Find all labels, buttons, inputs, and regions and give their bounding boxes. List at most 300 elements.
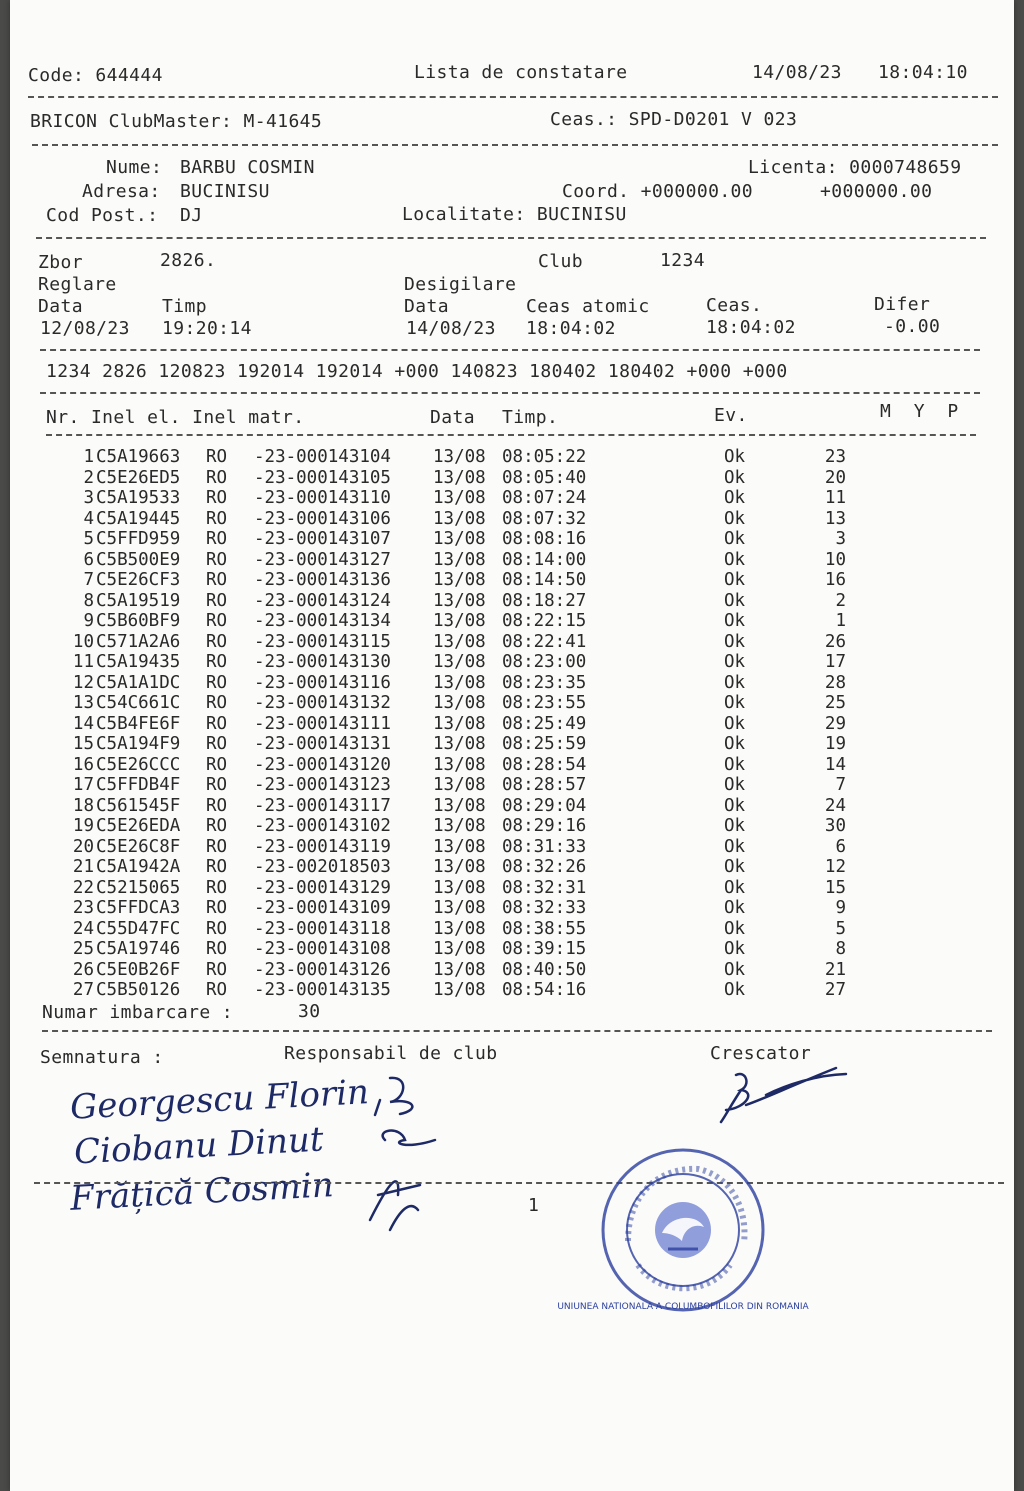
position: 2 bbox=[835, 590, 846, 611]
row-number: 10 bbox=[72, 631, 94, 652]
row-number: 4 bbox=[83, 508, 94, 529]
country-code: RO bbox=[206, 795, 228, 816]
table-row bbox=[10, 898, 1014, 919]
country-code: RO bbox=[206, 713, 228, 734]
position: 20 bbox=[824, 467, 846, 488]
country-code: RO bbox=[206, 836, 228, 857]
club-stamp-icon bbox=[557, 1145, 809, 1315]
table-row bbox=[10, 632, 1014, 653]
arrival-time: 08:23:35 bbox=[502, 672, 587, 693]
row-number: 16 bbox=[72, 754, 94, 775]
row-number: 6 bbox=[83, 549, 94, 570]
breeder-signature bbox=[706, 1060, 856, 1130]
locality: Localitate: BUCINISU bbox=[402, 204, 627, 225]
arrival-date: 13/08 bbox=[433, 672, 486, 693]
arrival-date: 13/08 bbox=[433, 549, 486, 570]
position: 29 bbox=[824, 713, 846, 734]
arrival-date: 13/08 bbox=[433, 795, 486, 816]
table-row bbox=[10, 919, 1014, 940]
arrival-date: 13/08 bbox=[433, 816, 486, 836]
arrival-date: 13/08 bbox=[433, 529, 486, 549]
event-status: Ok bbox=[724, 672, 746, 693]
registration-number: -23-000143120 bbox=[254, 754, 391, 775]
registration-number: -23-000143111 bbox=[254, 713, 391, 734]
page-number: 1 bbox=[528, 1195, 540, 1216]
clock-time-label: Ceas. bbox=[706, 295, 763, 316]
row-number: 14 bbox=[72, 713, 94, 734]
registration-number: -23-000143110 bbox=[254, 488, 391, 508]
table-row bbox=[10, 673, 1014, 694]
position: 9 bbox=[835, 898, 846, 918]
country-code: RO bbox=[206, 570, 228, 590]
event-status: Ok bbox=[724, 529, 746, 549]
ring-code: C54C661C bbox=[96, 693, 181, 713]
handwritten-name-2: Ciobanu Dinut bbox=[73, 1119, 325, 1173]
row-number: 8 bbox=[83, 590, 94, 611]
row-number: 25 bbox=[72, 939, 94, 959]
event-status: Ok bbox=[724, 754, 746, 775]
ring-code: C5B500E9 bbox=[96, 549, 181, 570]
event-status: Ok bbox=[724, 693, 746, 713]
registration-number: -23-000143105 bbox=[254, 467, 391, 488]
arrival-date: 13/08 bbox=[433, 836, 486, 857]
arrival-time: 08:25:59 bbox=[502, 734, 587, 754]
event-status: Ok bbox=[724, 467, 746, 488]
arrival-date: 13/08 bbox=[433, 590, 486, 611]
arrival-date: 13/08 bbox=[433, 734, 486, 754]
results-table bbox=[10, 447, 1014, 1001]
code-label: Code: 644444 bbox=[28, 65, 163, 86]
table-row bbox=[10, 878, 1014, 899]
arrival-time: 08:14:00 bbox=[502, 549, 587, 570]
registration-number: -23-000143129 bbox=[254, 877, 391, 898]
row-number: 1 bbox=[83, 447, 94, 467]
ring-code: C5E0B26F bbox=[96, 959, 181, 980]
divider bbox=[34, 1182, 1004, 1184]
position: 27 bbox=[824, 980, 846, 1000]
breeder-label: Crescator bbox=[710, 1043, 812, 1064]
ring-code: C5E26C8F bbox=[96, 836, 181, 857]
arrival-time: 08:07:32 bbox=[502, 508, 587, 529]
row-number: 3 bbox=[83, 488, 94, 508]
boarding-count: 30 bbox=[298, 1001, 321, 1022]
country-code: RO bbox=[206, 754, 228, 775]
table-row bbox=[10, 488, 1014, 509]
club-label: Club bbox=[538, 251, 583, 272]
row-number: 24 bbox=[72, 918, 94, 939]
table-row bbox=[10, 468, 1014, 489]
event-status: Ok bbox=[724, 836, 746, 857]
ring-code: C5A19519 bbox=[96, 590, 181, 611]
atomic-clock-label: Ceas atomic bbox=[526, 296, 650, 317]
arrival-time: 08:08:16 bbox=[502, 529, 587, 549]
event-status: Ok bbox=[724, 857, 746, 877]
col-header-nr-ring: Nr. Inel el. Inel matr. bbox=[46, 407, 305, 428]
unsealing-date: 14/08/23 bbox=[406, 318, 496, 339]
postal-code: DJ bbox=[180, 205, 203, 226]
ring-code: C5B4FE6F bbox=[96, 713, 181, 734]
registration-number: -23-000143136 bbox=[254, 570, 391, 590]
divider bbox=[36, 237, 986, 239]
position: 23 bbox=[824, 447, 846, 467]
country-code: RO bbox=[206, 959, 228, 980]
registration-number: -23-000143109 bbox=[254, 898, 391, 918]
unsealing-date-label: Data bbox=[404, 296, 449, 317]
event-status: Ok bbox=[724, 447, 746, 467]
country-code: RO bbox=[206, 488, 228, 508]
report-date: 14/08/23 bbox=[752, 62, 842, 83]
club-signatures bbox=[360, 1070, 450, 1240]
arrival-date: 13/08 bbox=[433, 980, 486, 1000]
position: 12 bbox=[824, 857, 846, 877]
country-code: RO bbox=[206, 898, 228, 918]
device-label: BRICON ClubMaster: M-41645 bbox=[30, 111, 323, 132]
row-number: 11 bbox=[72, 652, 94, 672]
ring-code: C5E26ED5 bbox=[96, 467, 181, 488]
owner-address: BUCINISU bbox=[180, 181, 270, 202]
table-row bbox=[10, 857, 1014, 878]
row-number: 5 bbox=[83, 529, 94, 549]
position: 24 bbox=[824, 795, 846, 816]
event-status: Ok bbox=[724, 959, 746, 980]
arrival-time: 08:32:33 bbox=[502, 898, 587, 918]
event-status: Ok bbox=[724, 631, 746, 652]
arrival-time: 08:23:00 bbox=[502, 652, 587, 672]
registration-number: -23-000143102 bbox=[254, 816, 391, 836]
country-code: RO bbox=[206, 467, 228, 488]
table-row bbox=[10, 816, 1014, 837]
row-number: 12 bbox=[72, 672, 94, 693]
country-code: RO bbox=[206, 734, 228, 754]
ring-code: C5A19445 bbox=[96, 508, 181, 529]
col-header-myp: M Y P bbox=[880, 401, 959, 422]
table-row bbox=[10, 570, 1014, 591]
arrival-time: 08:05:22 bbox=[502, 447, 587, 467]
divider bbox=[40, 392, 980, 394]
country-code: RO bbox=[206, 508, 228, 529]
row-number: 9 bbox=[83, 611, 94, 631]
event-status: Ok bbox=[724, 652, 746, 672]
country-code: RO bbox=[206, 857, 228, 877]
country-code: RO bbox=[206, 775, 228, 795]
country-code: RO bbox=[206, 652, 228, 672]
arrival-time: 08:40:50 bbox=[502, 959, 587, 980]
country-code: RO bbox=[206, 611, 228, 631]
divider bbox=[40, 349, 980, 351]
arrival-date: 13/08 bbox=[433, 488, 486, 508]
table-row bbox=[10, 775, 1014, 796]
table-row bbox=[10, 796, 1014, 817]
arrival-time: 08:25:49 bbox=[502, 713, 587, 734]
arrival-date: 13/08 bbox=[433, 775, 486, 795]
arrival-date: 13/08 bbox=[433, 611, 486, 631]
divider bbox=[28, 96, 998, 98]
handwritten-name-1: Georgescu Florin bbox=[69, 1072, 370, 1128]
arrival-date: 13/08 bbox=[433, 754, 486, 775]
handwritten-name-3: Frățică Cosmin bbox=[69, 1165, 335, 1219]
registration-number: -23-000143116 bbox=[254, 672, 391, 693]
position: 30 bbox=[824, 816, 846, 836]
flight-number: 2826. bbox=[160, 250, 217, 271]
position: 26 bbox=[824, 631, 846, 652]
country-code: RO bbox=[206, 980, 228, 1000]
arrival-date: 13/08 bbox=[433, 447, 486, 467]
registration-number: -23-000143123 bbox=[254, 775, 391, 795]
table-row bbox=[10, 693, 1014, 714]
position: 6 bbox=[835, 836, 846, 857]
arrival-date: 13/08 bbox=[433, 877, 486, 898]
row-number: 19 bbox=[72, 816, 94, 836]
registration-number: -23-000143132 bbox=[254, 693, 391, 713]
position: 21 bbox=[824, 959, 846, 980]
row-number: 26 bbox=[72, 959, 94, 980]
registration-number: -23-000143124 bbox=[254, 590, 391, 611]
event-status: Ok bbox=[724, 980, 746, 1000]
event-status: Ok bbox=[724, 611, 746, 631]
event-status: Ok bbox=[724, 488, 746, 508]
event-status: Ok bbox=[724, 939, 746, 959]
position: 25 bbox=[824, 693, 846, 713]
position: 11 bbox=[824, 488, 846, 508]
arrival-time: 08:14:50 bbox=[502, 570, 587, 590]
country-code: RO bbox=[206, 529, 228, 549]
arrival-time: 08:18:27 bbox=[502, 590, 587, 611]
address-label: Adresa: bbox=[82, 181, 161, 202]
event-status: Ok bbox=[724, 590, 746, 611]
setting-date: 12/08/23 bbox=[40, 318, 130, 339]
arrival-date: 13/08 bbox=[433, 652, 486, 672]
event-status: Ok bbox=[724, 795, 746, 816]
col-header-date: Data bbox=[430, 407, 475, 428]
position: 17 bbox=[824, 652, 846, 672]
table-row bbox=[10, 509, 1014, 530]
report-time: 18:04:10 bbox=[878, 62, 968, 83]
registration-number: -23-000143118 bbox=[254, 918, 391, 939]
ring-code: C5215065 bbox=[96, 877, 181, 898]
arrival-date: 13/08 bbox=[433, 939, 486, 959]
ring-code: C5A1A1DC bbox=[96, 672, 181, 693]
position: 16 bbox=[824, 570, 846, 590]
arrival-time: 08:28:57 bbox=[502, 775, 587, 795]
arrival-date: 13/08 bbox=[433, 713, 486, 734]
country-code: RO bbox=[206, 939, 228, 959]
ring-code: C5FFDB4F bbox=[96, 775, 181, 795]
arrival-date: 13/08 bbox=[433, 857, 486, 877]
registration-number: -23-000143126 bbox=[254, 959, 391, 980]
country-code: RO bbox=[206, 590, 228, 611]
difference-label: Difer bbox=[874, 294, 931, 315]
arrival-date: 13/08 bbox=[433, 918, 486, 939]
ring-code: C5A19435 bbox=[96, 652, 181, 672]
event-status: Ok bbox=[724, 734, 746, 754]
table-row bbox=[10, 980, 1014, 1001]
table-row bbox=[10, 960, 1014, 981]
position: 19 bbox=[824, 734, 846, 754]
report-title: Lista de constatare bbox=[414, 62, 628, 83]
table-row bbox=[10, 939, 1014, 960]
arrival-date: 13/08 bbox=[433, 898, 486, 918]
event-status: Ok bbox=[724, 816, 746, 836]
country-code: RO bbox=[206, 918, 228, 939]
arrival-time: 08:32:26 bbox=[502, 857, 587, 877]
row-number: 2 bbox=[83, 467, 94, 488]
table-row bbox=[10, 591, 1014, 612]
event-status: Ok bbox=[724, 898, 746, 918]
postal-label: Cod Post.: bbox=[46, 205, 159, 226]
flight-label: Zbor bbox=[38, 252, 83, 273]
arrival-time: 08:07:24 bbox=[502, 488, 587, 508]
arrival-time: 08:28:54 bbox=[502, 754, 587, 775]
signature-label: Semnatura : bbox=[40, 1047, 164, 1068]
arrival-time: 08:32:31 bbox=[502, 877, 587, 898]
event-status: Ok bbox=[724, 877, 746, 898]
arrival-time: 08:29:16 bbox=[502, 816, 587, 836]
position: 1 bbox=[835, 611, 846, 631]
setting-time: 19:20:14 bbox=[162, 318, 252, 339]
row-number: 13 bbox=[72, 693, 94, 713]
registration-number: -23-000143106 bbox=[254, 508, 391, 529]
setting-date-label: Data bbox=[38, 296, 83, 317]
event-status: Ok bbox=[724, 775, 746, 795]
position: 7 bbox=[835, 775, 846, 795]
stamp-caption: UNIUNEA NATIONALA A COLUMBOFILILOR DIN ROMANIA bbox=[557, 1302, 809, 1312]
country-code: RO bbox=[206, 672, 228, 693]
ring-code: C5A1942A bbox=[96, 857, 181, 877]
position: 14 bbox=[824, 754, 846, 775]
registration-number: -23-000143115 bbox=[254, 631, 391, 652]
registration-number: -23-000143107 bbox=[254, 529, 391, 549]
coordinates-2: +000000.00 bbox=[820, 181, 933, 202]
name-label: Nume: bbox=[106, 157, 163, 178]
arrival-time: 08:05:40 bbox=[502, 467, 587, 488]
position: 10 bbox=[824, 549, 846, 570]
row-number: 27 bbox=[72, 980, 94, 1000]
row-number: 15 bbox=[72, 734, 94, 754]
ring-code: C561545F bbox=[96, 795, 181, 816]
table-row bbox=[10, 755, 1014, 776]
divider bbox=[42, 1030, 992, 1032]
col-header-time: Timp. bbox=[502, 407, 559, 428]
registration-number: -23-002018503 bbox=[254, 857, 391, 877]
country-code: RO bbox=[206, 693, 228, 713]
license-number: Licenta: 0000748659 bbox=[748, 157, 962, 178]
unsealing-label: Desigilare bbox=[404, 274, 517, 295]
registration-number: -23-000143104 bbox=[254, 447, 391, 467]
registration-number: -23-000143131 bbox=[254, 734, 391, 754]
ring-code: C5FFD959 bbox=[96, 529, 181, 549]
position: 13 bbox=[824, 508, 846, 529]
position: 8 bbox=[835, 939, 846, 959]
position: 15 bbox=[824, 877, 846, 898]
registration-number: -23-000143130 bbox=[254, 652, 391, 672]
divider bbox=[32, 144, 998, 146]
arrival-date: 13/08 bbox=[433, 631, 486, 652]
event-status: Ok bbox=[724, 508, 746, 529]
table-row bbox=[10, 837, 1014, 858]
clock-time: 18:04:02 bbox=[706, 317, 796, 338]
row-number: 20 bbox=[72, 836, 94, 857]
registration-number: -23-000143108 bbox=[254, 939, 391, 959]
country-code: RO bbox=[206, 631, 228, 652]
country-code: RO bbox=[206, 816, 228, 836]
setting-time-label: Timp bbox=[162, 296, 207, 317]
table-row bbox=[10, 734, 1014, 755]
printed-report bbox=[10, 0, 1014, 1491]
event-status: Ok bbox=[724, 549, 746, 570]
table-row bbox=[10, 652, 1014, 673]
country-code: RO bbox=[206, 877, 228, 898]
table-row bbox=[10, 529, 1014, 550]
ring-code: C5B50126 bbox=[96, 980, 181, 1000]
row-number: 7 bbox=[83, 570, 94, 590]
ring-code: C5E26EDA bbox=[96, 816, 181, 836]
ring-code: C5A19533 bbox=[96, 488, 181, 508]
club-responsible-label: Responsabil de club bbox=[284, 1043, 498, 1064]
arrival-time: 08:54:16 bbox=[502, 980, 587, 1000]
row-number: 23 bbox=[72, 898, 94, 918]
event-status: Ok bbox=[724, 918, 746, 939]
club-number: 1234 bbox=[660, 250, 705, 271]
registration-number: -23-000143119 bbox=[254, 836, 391, 857]
arrival-time: 08:22:15 bbox=[502, 611, 587, 631]
arrival-time: 08:38:55 bbox=[502, 918, 587, 939]
ring-code: C55D47FC bbox=[96, 918, 181, 939]
arrival-time: 08:29:04 bbox=[502, 795, 587, 816]
row-number: 18 bbox=[72, 795, 94, 816]
table-row bbox=[10, 611, 1014, 632]
ring-code: C5B60BF9 bbox=[96, 611, 181, 631]
atomic-time: 18:04:02 bbox=[526, 318, 616, 339]
summary-line: 1234 2826 120823 192014 192014 +000 140823 180402 180402 +000 +000 bbox=[46, 361, 788, 382]
position: 5 bbox=[835, 918, 846, 939]
divider bbox=[46, 434, 976, 436]
arrival-date: 13/08 bbox=[433, 570, 486, 590]
arrival-date: 13/08 bbox=[433, 508, 486, 529]
difference-value: -0.00 bbox=[884, 316, 941, 337]
clock-label: Ceas.: SPD-D0201 V 023 bbox=[550, 109, 798, 130]
arrival-time: 08:39:15 bbox=[502, 939, 587, 959]
registration-number: -23-000143135 bbox=[254, 980, 391, 1000]
position: 3 bbox=[835, 529, 846, 549]
event-status: Ok bbox=[724, 713, 746, 734]
table-row bbox=[10, 714, 1014, 735]
arrival-date: 13/08 bbox=[433, 467, 486, 488]
ring-code: C571A2A6 bbox=[96, 631, 181, 652]
event-status: Ok bbox=[724, 570, 746, 590]
ring-code: C5A19746 bbox=[96, 939, 181, 959]
arrival-date: 13/08 bbox=[433, 693, 486, 713]
arrival-time: 08:22:41 bbox=[502, 631, 587, 652]
row-number: 22 bbox=[72, 877, 94, 898]
country-code: RO bbox=[206, 549, 228, 570]
boarding-label: Numar imbarcare : bbox=[42, 1002, 234, 1023]
registration-number: -23-000143117 bbox=[254, 795, 391, 816]
registration-number: -23-000143127 bbox=[254, 549, 391, 570]
arrival-time: 08:31:33 bbox=[502, 836, 587, 857]
ring-code: C5FFDCA3 bbox=[96, 898, 181, 918]
table-row bbox=[10, 447, 1014, 468]
owner-name: BARBU COSMIN bbox=[180, 157, 315, 178]
setting-label: Reglare bbox=[38, 274, 117, 295]
ring-code: C5A194F9 bbox=[96, 734, 181, 754]
ring-code: C5A19663 bbox=[96, 447, 181, 467]
coordinates: Coord. +000000.00 bbox=[562, 181, 754, 202]
row-number: 21 bbox=[72, 857, 94, 877]
arrival-time: 08:23:55 bbox=[502, 693, 587, 713]
arrival-date: 13/08 bbox=[433, 959, 486, 980]
registration-number: -23-000143134 bbox=[254, 611, 391, 631]
col-header-event: Ev. bbox=[714, 405, 748, 426]
